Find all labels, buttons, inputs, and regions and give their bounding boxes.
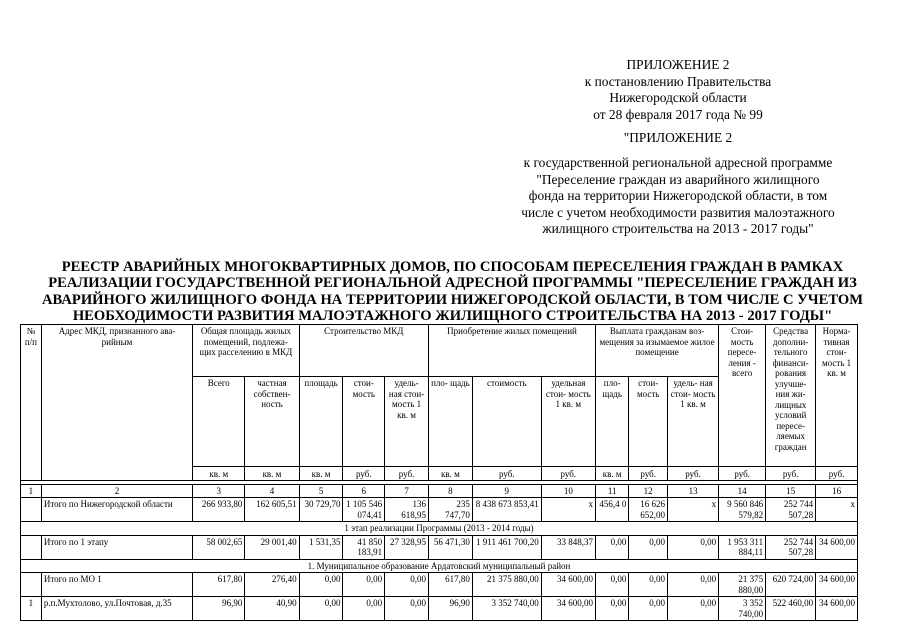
unit-cell: кв. м (429, 467, 473, 481)
program-reference-line: к государственной региональной адресной программе (523, 155, 833, 170)
unit-cell: руб. (629, 467, 668, 481)
column-number: 6 (343, 485, 385, 498)
column-number: 15 (766, 485, 816, 498)
registry-title-line: РЕЕСТР АВАРИЙНЫХ МНОГОКВАРТИРНЫХ ДОМОВ, ПО СПОСОБАМ ПЕРЕСЕЛЕНИЯ ГРАЖДАН В РАМКАХ (61, 259, 844, 275)
table-cell: 1 531,35 (299, 535, 343, 559)
table-cell: 617,80 (429, 573, 473, 597)
sub-area-3: пло- щадь (595, 377, 628, 467)
table-cell: 0,00 (299, 573, 343, 597)
table-cell: 34 600,00 (816, 573, 858, 597)
registry-title-line: АВАРИЙНОГО ЖИЛИЩНОГО ФОНДА НА ТЕРРИТОРИИ НИЖЕГОРОДСКОЙ ОБЛАСТИ, В ТОМ ЧИСЛЕ С УЧЕТОМ (42, 291, 863, 308)
column-number: 1 (21, 485, 42, 498)
unit-cell: руб. (385, 467, 429, 481)
column-number: 5 (299, 485, 343, 498)
table-cell: 1 (21, 597, 42, 621)
table-cell: 34 600,00 (816, 597, 858, 621)
table-cell: 34 600,00 (541, 573, 595, 597)
registry-table (20, 324, 858, 621)
program-reference-line: фонда на территории Нижегородской области, в том (528, 188, 828, 204)
row-label: Итого по МО 1 (41, 573, 192, 597)
header-construction: Строительство МКД (299, 325, 428, 377)
table-cell: 29 001,40 (245, 535, 299, 559)
table-cell: 0,00 (595, 573, 628, 597)
sub-total: Всего (193, 377, 245, 467)
table-cell: 58 002,65 (193, 535, 245, 559)
sub-cost: стои- мость (343, 377, 385, 467)
table-cell: 0,00 (385, 597, 429, 621)
table-row (21, 597, 858, 621)
table-cell (21, 535, 42, 559)
sub-area-2: пло- щадь (429, 377, 473, 467)
table-cell: x (816, 498, 858, 522)
program-reference-line: "Переселение граждан из аварийного жилищного (536, 171, 820, 187)
table-cell: 96,90 (193, 597, 245, 621)
table-cell: 0,00 (595, 597, 628, 621)
sub-cost-2: стоимость (472, 377, 541, 467)
sub-unit-cost: удель- ная стои- мость 1 кв. м (385, 377, 429, 467)
row-label: Итого по 1 этапу (41, 535, 192, 559)
section-header: 1. Муниципальное образование Ардатовский муниципальный район (21, 559, 858, 573)
table-cell: 266 933,80 (193, 498, 245, 522)
table-cell: 1 911 461 700,20 (472, 535, 541, 559)
column-number: 2 (41, 485, 192, 498)
table-cell: x (667, 498, 718, 522)
section-row (21, 559, 858, 573)
table-cell: 21 375 880,00 (472, 573, 541, 597)
appendix-header-line: от 28 февраля 2017 года № 99 (593, 106, 763, 122)
unit-cell: руб. (766, 467, 816, 481)
table-cell: 3 352 740,00 (472, 597, 541, 621)
header-num: № п/п (21, 325, 42, 481)
table-cell: 456,4 0 (595, 498, 628, 522)
table-cell: 96,90 (429, 597, 473, 621)
column-number: 7 (385, 485, 429, 498)
table-cell: 0,00 (629, 573, 668, 597)
section-header: 1 этап реализации Программы (2013 - 2014 годы) (21, 522, 858, 536)
appendix-header-line: Нижегородской области (609, 90, 747, 106)
table-cell: 21 375 880,00 (719, 573, 766, 597)
table-cell: 0,00 (343, 573, 385, 597)
table-cell: 0,00 (595, 535, 628, 559)
header-norm-cost: Норма- тивная стои- мость 1 кв. м (816, 325, 858, 467)
registry-title-line: РЕАЛИЗАЦИИ ГОСУДАРСТВЕННОЙ РЕГИОНАЛЬНОЙ АДРЕСНОЙ ПРОГРАММЫ "ПЕРЕСЕЛЕНИЕ ГРАЖДАН ИЗ (48, 275, 857, 292)
appendix-header-line: к постановлению Правительства (584, 73, 772, 89)
unit-cell: кв. м (245, 467, 299, 481)
table-cell: 41 850 183,91 (343, 535, 385, 559)
registry-title-line: НЕОБХОДИМОСТИ РАЗВИТИЯ МАЛОЭТАЖНОГО ЖИЛИЩНОГО СТРОИТЕЛЬСТВА НА 2013 - 2017 ГОДЫ" (72, 308, 833, 325)
table-cell: 235 747,70 (429, 498, 473, 522)
table-cell: 0,00 (667, 535, 718, 559)
unit-cell: руб. (343, 467, 385, 481)
row-label: р.п.Мухтолово, ул.Почтовая, д.35 (41, 597, 192, 621)
appendix-header-line: ПРИЛОЖЕНИЕ 2 (626, 57, 730, 72)
table-cell: 0,00 (343, 597, 385, 621)
header-total-cost: Стои- мость пересе- ления - всего (719, 325, 766, 467)
program-reference-line: жилищного строительства на 2013 - 2017 годы" (542, 221, 814, 237)
table-cell: 8 438 673 853,41 (472, 498, 541, 522)
column-number: 11 (595, 485, 628, 498)
table-cell: 1 953 311 884,11 (719, 535, 766, 559)
column-number: 14 (719, 485, 766, 498)
column-number: 10 (541, 485, 595, 498)
table-cell: 0,00 (299, 597, 343, 621)
table-cell: 276,40 (245, 573, 299, 597)
table-cell: 34 600,00 (816, 535, 858, 559)
table-cell: 252 744 507,28 (766, 535, 816, 559)
column-number: 8 (429, 485, 473, 498)
table-cell: 162 605,51 (245, 498, 299, 522)
table-cell: 1 105 546 074,41 (343, 498, 385, 522)
table-cell: 40,90 (245, 597, 299, 621)
table-cell: 27 328,95 (385, 535, 429, 559)
appendix-quote-title-line: "ПРИЛОЖЕНИЕ 2 (623, 130, 733, 145)
unit-cell: руб. (541, 467, 595, 481)
unit-cell: кв. м (299, 467, 343, 481)
unit-cell: кв. м (595, 467, 628, 481)
table-cell: 0,00 (629, 597, 668, 621)
program-reference (498, 155, 858, 238)
table-cell (21, 498, 42, 522)
column-number: 9 (472, 485, 541, 498)
column-number: 16 (816, 485, 858, 498)
table-cell: 33 848,37 (541, 535, 595, 559)
unit-cell: руб. (667, 467, 718, 481)
table-cell: 56 471,30 (429, 535, 473, 559)
column-number: 13 (667, 485, 718, 498)
table-cell: 252 744 507,28 (766, 498, 816, 522)
table-cell: x (541, 498, 595, 522)
column-number-row (21, 485, 858, 498)
appendix-quote-title (498, 130, 858, 147)
unit-cell: руб. (472, 467, 541, 481)
sub-cost-3: стои- мость (629, 377, 668, 467)
sub-unit-cost-3: удель- ная стои- мость 1 кв. м (667, 377, 718, 467)
table-cell: 522 460,00 (766, 597, 816, 621)
table-cell: 3 352 740,00 (719, 597, 766, 621)
sub-unit-cost-2: удельная стои- мость 1 кв. м (541, 377, 595, 467)
table-cell: 136 618,95 (385, 498, 429, 522)
table-cell: 0,00 (629, 535, 668, 559)
table-cell: 0,00 (667, 597, 718, 621)
table-row (21, 535, 858, 559)
table-cell: 0,00 (667, 573, 718, 597)
table-cell (21, 573, 42, 597)
table-cell: 620 724,00 (766, 573, 816, 597)
header-address: Адрес МКД, признанного ава- рийным (41, 325, 192, 481)
table-row (21, 498, 858, 522)
header-payment: Выплата гражданам воз- мещения за изымаемое жилое помещение (595, 325, 718, 377)
header-area: Общая площадь жилых помещений, подлежа- щих расселению в МКД (193, 325, 299, 377)
sub-private: частная собствен- ность (245, 377, 299, 467)
column-number: 4 (245, 485, 299, 498)
sub-area: площадь (299, 377, 343, 467)
unit-cell: руб. (719, 467, 766, 481)
table-cell: 9 560 846 579,82 (719, 498, 766, 522)
appendix-header (498, 57, 858, 123)
table-row (21, 573, 858, 597)
header-purchase: Приобретение жилых помещений (429, 325, 596, 377)
row-label: Итого по Нижегородской области (41, 498, 192, 522)
unit-cell: кв. м (193, 467, 245, 481)
program-reference-line: числе с учетом необходимости развития малоэтажного (521, 204, 835, 220)
table-cell: 0,00 (385, 573, 429, 597)
section-row (21, 522, 858, 536)
unit-cell: руб. (816, 467, 858, 481)
registry-title (0, 259, 905, 325)
table-cell: 16 626 652,00 (629, 498, 668, 522)
column-number: 3 (193, 485, 245, 498)
table-cell: 34 600,00 (541, 597, 595, 621)
column-number: 12 (629, 485, 668, 498)
header-extra-funding: Средства дополни- тельного финанси- рования улучше- ния жи- лищных условий пересе- ляемых граждан (766, 325, 816, 467)
table-cell: 30 729,70 (299, 498, 343, 522)
table-cell: 617,80 (193, 573, 245, 597)
